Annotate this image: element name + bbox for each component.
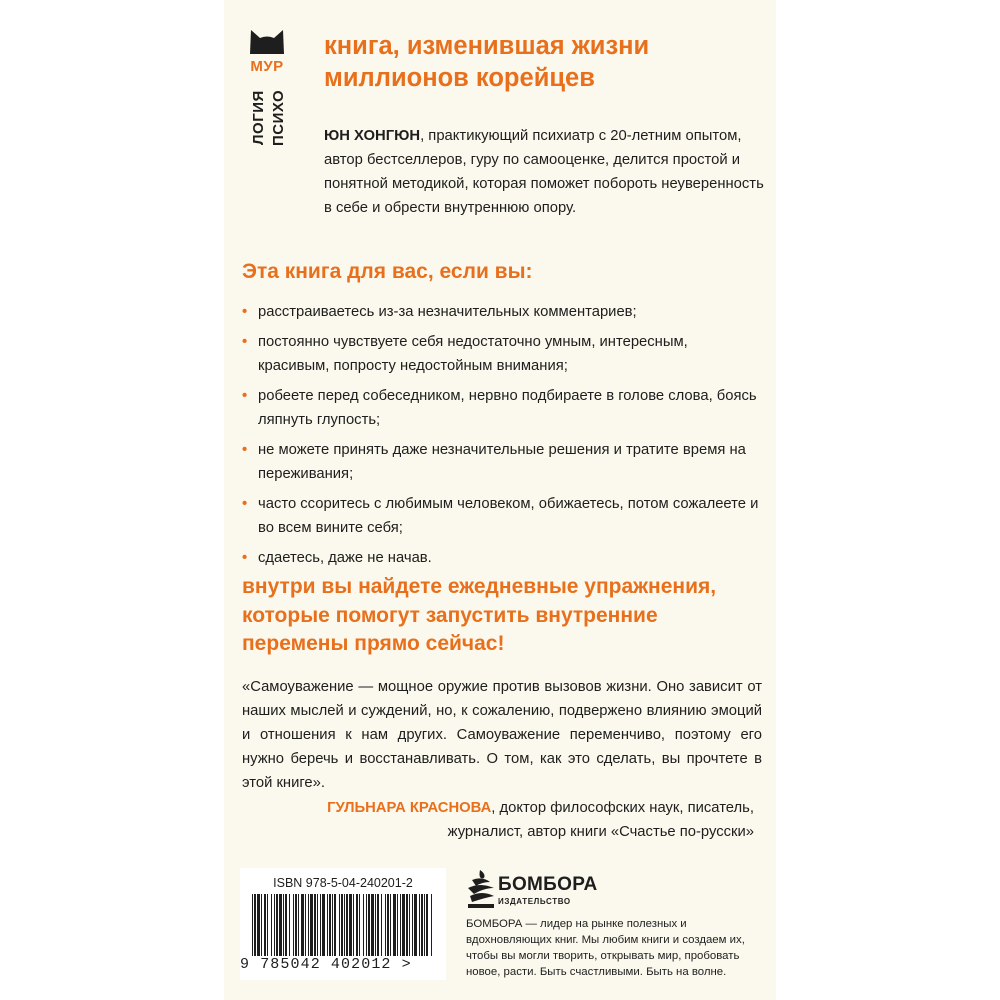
barcode-bars	[252, 894, 434, 956]
series-logo-vertical-left: ЛОГИЯ	[250, 90, 267, 146]
bombora-wave-icon	[466, 868, 496, 910]
intro-paragraph	[324, 124, 764, 220]
for-you-title: Эта книга для вас, если вы:	[242, 260, 533, 283]
bullet-icon: •	[242, 442, 248, 458]
list-item: • не можете принять даже незначительные решения и тратите время на переживания;	[242, 438, 762, 486]
for-you-list	[242, 300, 762, 576]
book-back-cover	[224, 0, 776, 1000]
quote-text: «Самоуважение — мощное оружие против вызовов жизни. Оно зависит от наших мыслей и суждений, но, к сожалению, подвержено влиянию эмоций и отношения к нам других. Самоуважение переменчиво, поэтому его нужно беречь и восстанавливать. О том, как это сделать, вы прочтете в этой книге».	[242, 679, 762, 791]
list-item: • расстраиваетесь из-за незначительных комментариев;	[242, 300, 762, 324]
intro-text: , практикующий психиатр с 20-летним опытом, автор бестселлеров, гуру по самооценке, делится простой и понятной методикой, которая поможет побороть неуверенность в себе и обрести внутреннюю опору.	[324, 128, 764, 216]
inside-callout: внутри вы найдете ежедневные упражнения, которые помогут запустить внутренние перемены прямо сейчас!	[242, 575, 717, 655]
list-item: • робеете перед собеседником, нервно подбираете в голове слова, боясь ляпнуть глупость;	[242, 384, 762, 432]
headline: книга, изменившая жизни миллионов корейцев	[324, 32, 650, 92]
series-logo-top: МУР	[250, 58, 284, 75]
publisher-name: БОМБОРА	[498, 874, 598, 895]
isbn-label: ISBN 978-5-04-240201-2	[273, 876, 413, 890]
list-item: • часто ссоритесь с любимым человеком, обижаетесь, потом сожалеете и во всем вините себя;	[242, 492, 762, 540]
barcode-digits: 9 785042 402012 >	[240, 956, 412, 973]
series-logo	[244, 28, 290, 158]
bullet-icon: •	[242, 550, 248, 566]
quote-author-name: ГУЛЬНАРА КРАСНОВА	[327, 800, 492, 816]
bullet-icon: •	[242, 304, 248, 320]
publisher-subtitle: ИЗДАТЕЛЬСТВО	[498, 897, 571, 906]
list-item: • сдаетесь, даже не начав.	[242, 546, 762, 570]
bullet-icon: •	[242, 334, 248, 350]
series-logo-vertical-right: ПСИХО	[270, 89, 287, 147]
barcode	[240, 868, 446, 980]
quote-author	[284, 796, 754, 844]
bullet-icon: •	[242, 496, 248, 512]
cat-ears-icon	[248, 28, 286, 54]
publisher-description: БОМБОРА — лидер на рынке полезных и вдохновляющих книг. Мы любим книги и создаем их, чтобы вы могли творить, открывать мир, пробовать новое, расти. Быть счастливыми. Быть на волне.	[466, 918, 745, 978]
publisher-logo	[466, 868, 626, 912]
intro-author: ЮН ХОНГЮН	[324, 128, 421, 144]
quote-author-title: , доктор философских наук, писатель, журналист, автор книги «Счастье по-русски»	[447, 800, 754, 840]
list-item: • постоянно чувствуете себя недостаточно умным, интересным, красивым, попросту недостойным внимания;	[242, 330, 762, 378]
bullet-icon: •	[242, 388, 248, 404]
